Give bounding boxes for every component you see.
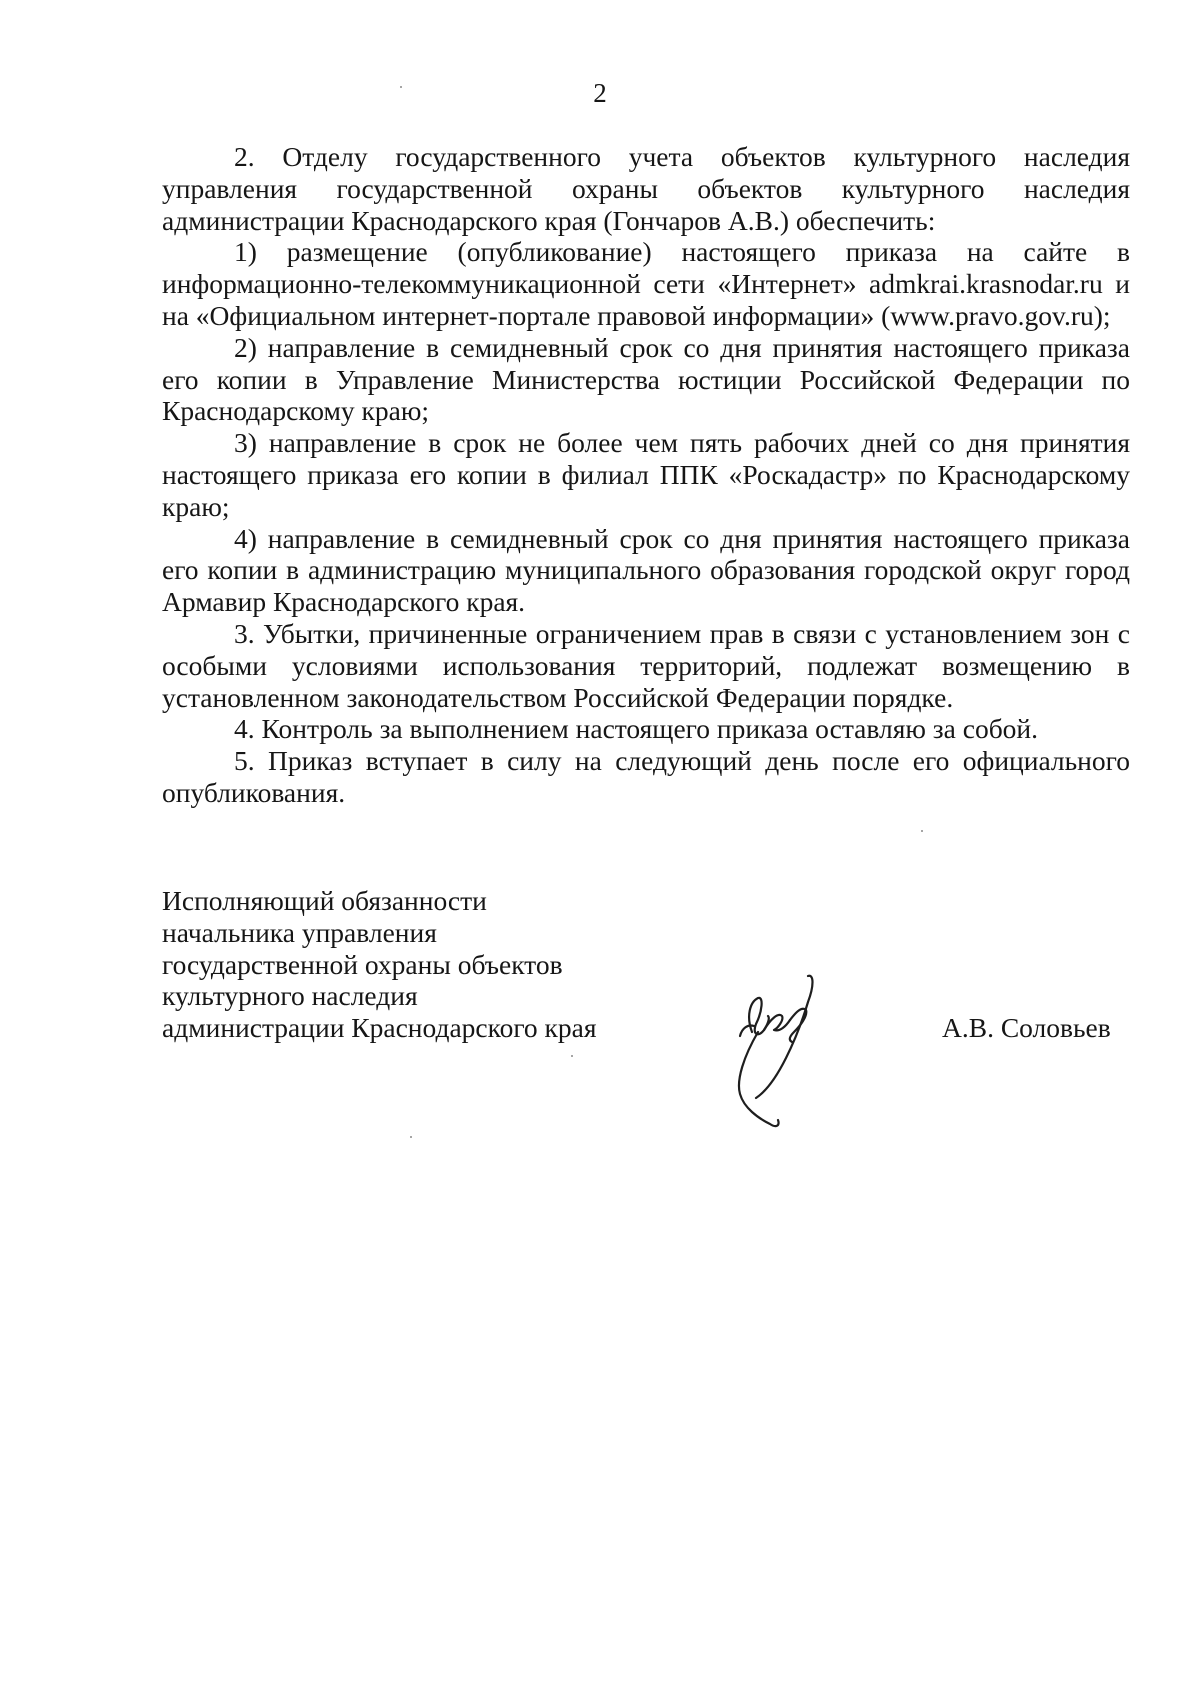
signatory-position [162,885,597,1044]
scan-speck [921,830,923,832]
paragraph-item-5: 5. Приказ вступает в силу на следующий день после его официального опубликования. [162,745,1130,808]
paragraph-subitem-2: 2) направление в семидневный срок со дня принятия настоящего приказа его копии в Управление Министерства юстиции Российской Федерации по Краснодарскому краю; [162,331,1130,427]
scan-speck [400,86,402,88]
handwritten-signature [728,972,848,1132]
position-line: государственной охраны объектов [162,948,563,980]
document-body [162,141,1130,809]
scan-speck [410,1136,412,1138]
paragraph-subitem-1: 1) размещение (опубликование) настоящего приказа на сайте в информационно-телекоммуникационной сети «Интернет» admkrai.krasnodar.ru и на «Официальном интернет-портале правовой информации» (www.pravo.gov.ru); [162,236,1130,331]
position-line: культурного наследия [162,980,418,1012]
paragraph-item-3: 3. Убытки, причиненные ограничением прав в связи с установлением зон с особыми условиями использования территорий, подлежат возмещению в установленном законодательством Российской Федерации порядке. [162,617,1130,713]
paragraph-item-2: 2. Отделу государственного учета объектов культурного наследия управления государственной охраны объектов культурного наследия администрации Краснодарского края (Гончаров А.В.) обеспечить: [162,141,1130,236]
position-line: администрации Краснодарского края [162,1012,597,1044]
position-line: начальника управления [162,916,437,948]
paragraph-subitem-4: 4) направление в семидневный срок со дня принятия настоящего приказа его копии в администрацию муниципального образования городской округ город Армавир Краснодарского края. [162,522,1130,618]
scan-speck [571,1055,573,1057]
paragraph-subitem-3: 3) направление в срок не более чем пять рабочих дней со дня принятия настоящего приказа его копии в филиал ППК «Роскадастр» по Краснодарскому краю; [162,427,1130,522]
position-line: Исполняющий обязанности [162,885,487,916]
signer-name: А.В. Соловьев [942,1012,1111,1043]
paragraph-item-4: 4. Контроль за выполнением настоящего приказа оставляю за собой. [234,713,1039,745]
page-number: 2 [593,78,607,108]
